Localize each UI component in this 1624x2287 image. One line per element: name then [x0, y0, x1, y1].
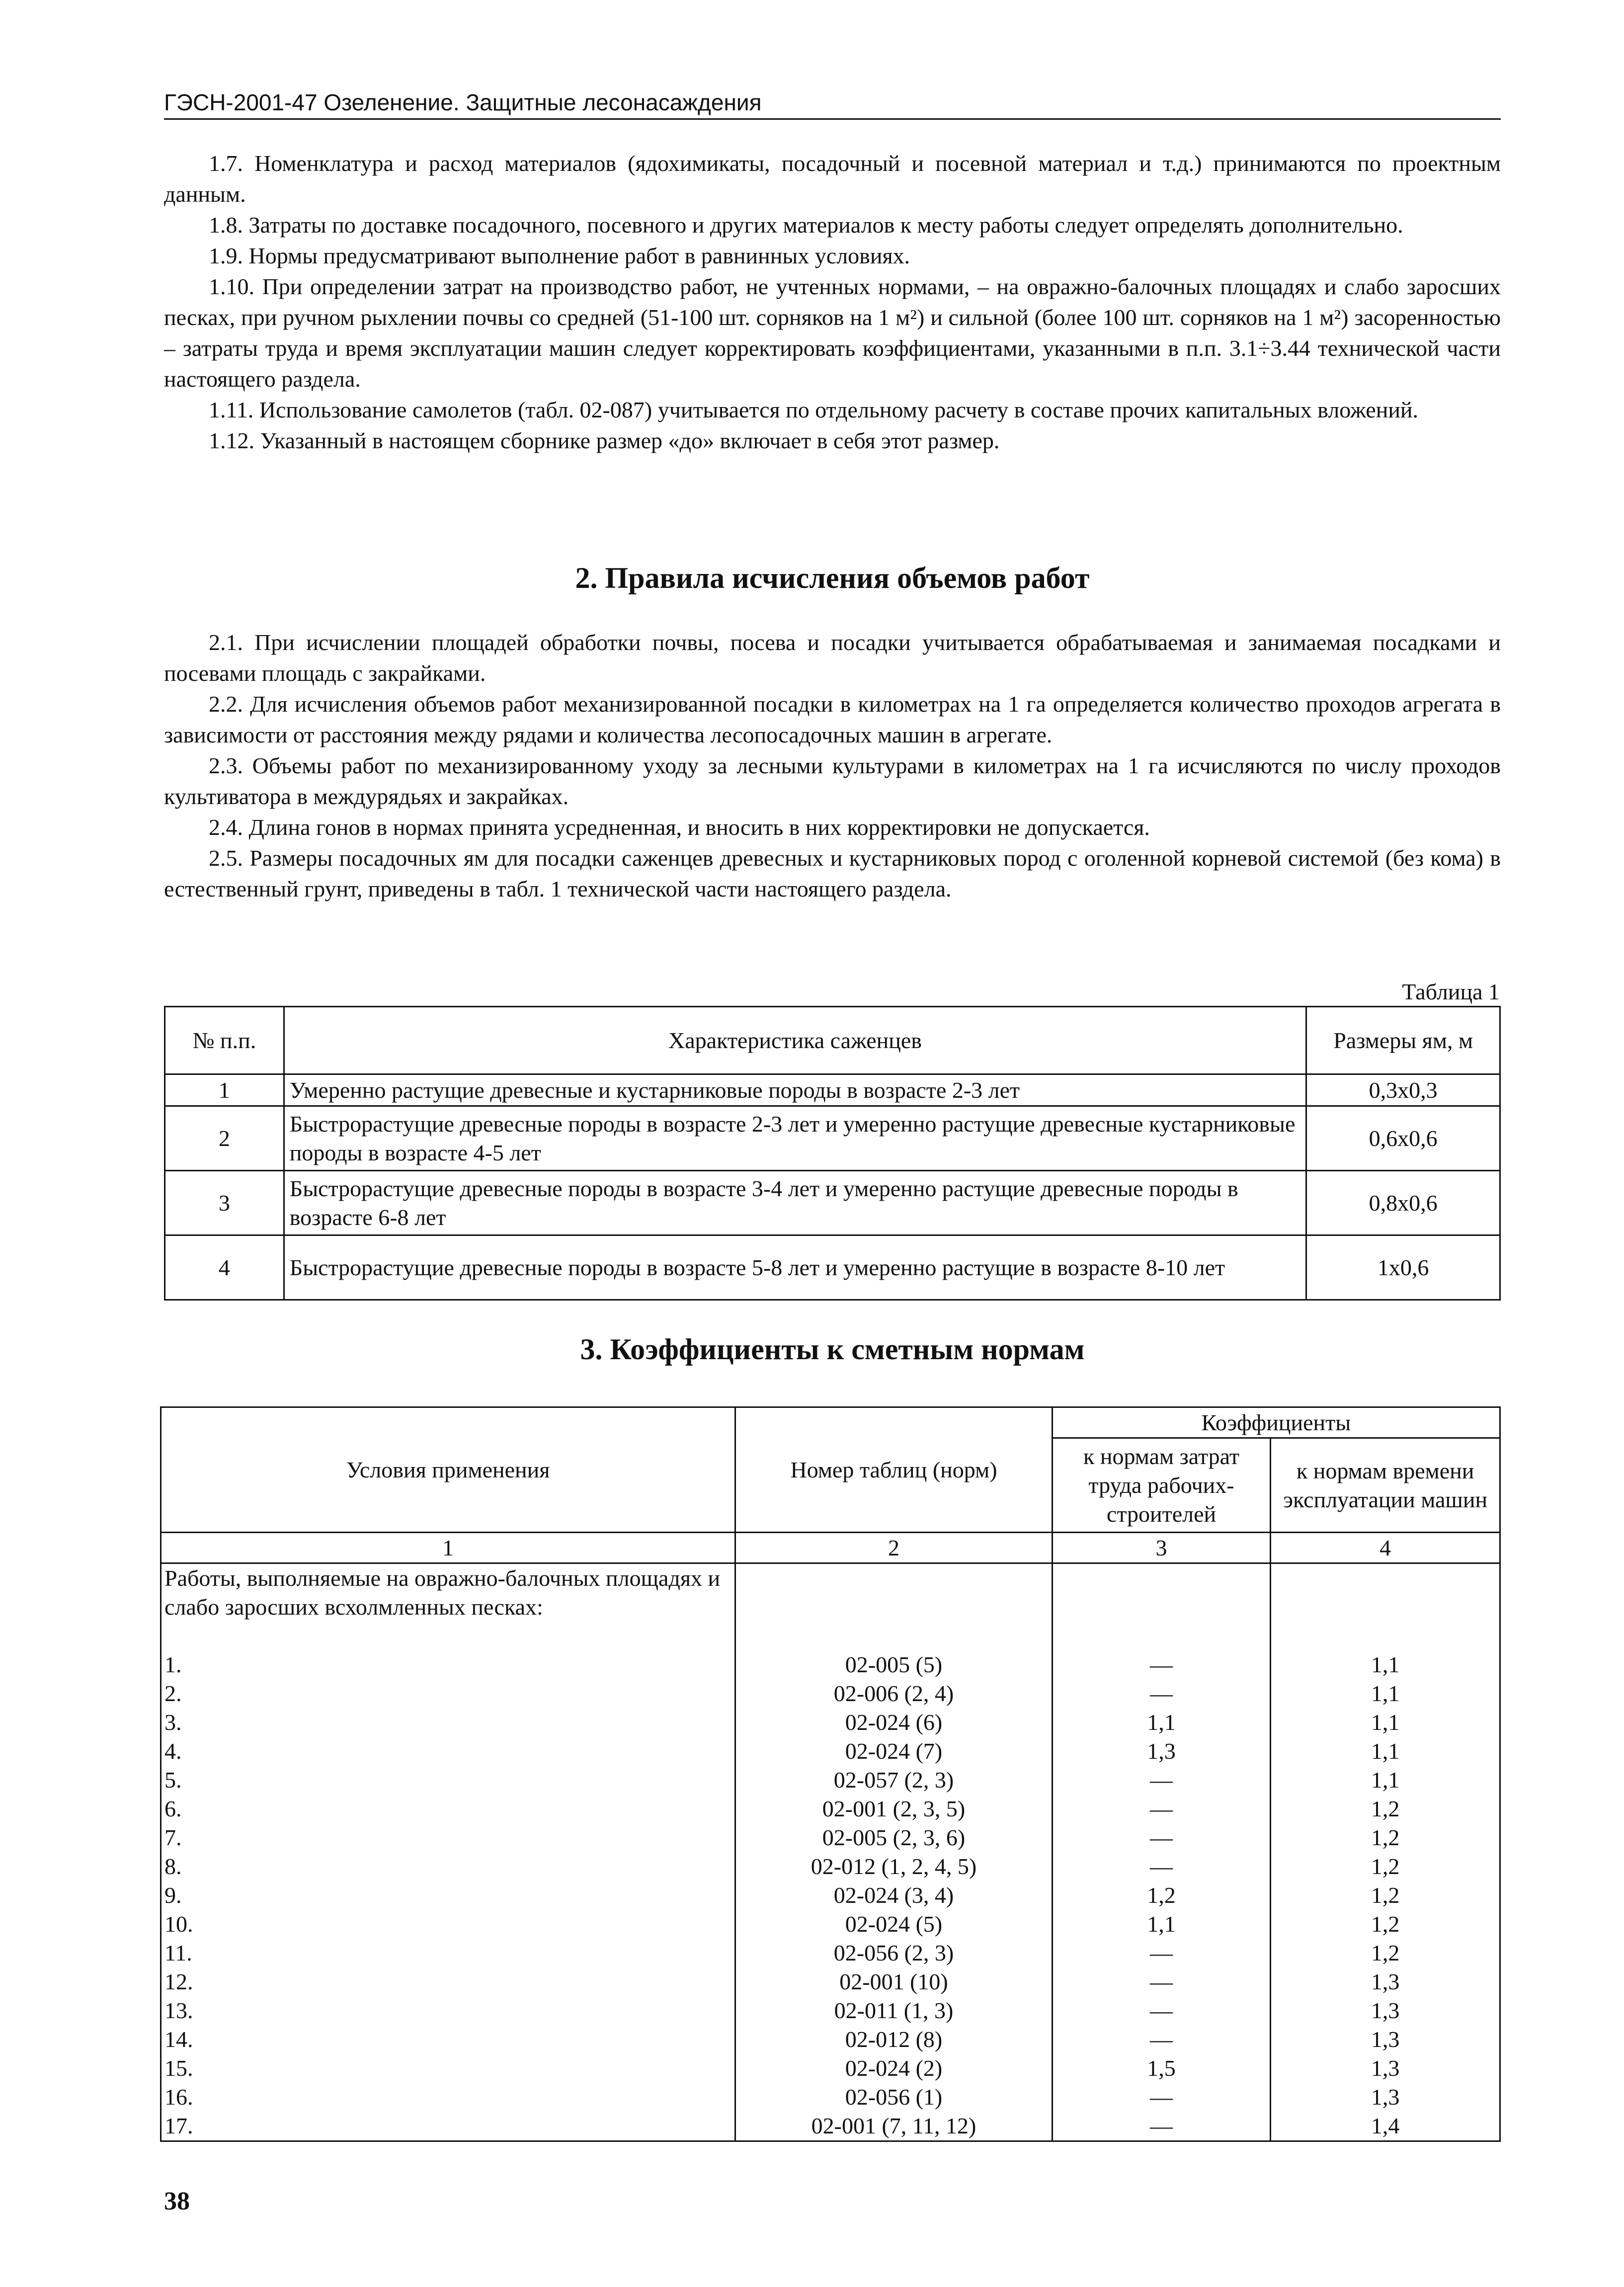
paragraph-1-8: 1.8. Затраты по доставке посадочного, посевного и других материалов к месту работы следует определять дополнительно.	[209, 212, 1403, 238]
page-number: 38	[164, 2187, 190, 2215]
labor-coef: 1,1	[1147, 1710, 1176, 1735]
paragraph-1-9: 1.9. Нормы предусматривают выполнение работ в равнинных условиях.	[209, 243, 910, 268]
table-ref: 02-006 (2, 4)	[833, 1681, 954, 1706]
row-pit-size: 0,8x0,6	[1306, 1171, 1500, 1235]
paragraph-2-5: 2.5. Размеры посадочных ям для посадки саженцев древесных и кустарниковых пород с оголенной корневой системой (без кома) в естественный грунт, приведены в табл. 1 технической части настоящего раздела.	[164, 845, 1501, 901]
row-pit-size: 0,3x0,3	[1306, 1074, 1500, 1106]
section-2-title: 2. Правила исчисления объемов работ	[575, 562, 1090, 594]
labor-coef: —	[1150, 2084, 1173, 2110]
paragraph-1-11: 1.11. Использование самолетов (табл. 02-087) учитывается по отдельному расчету в составе прочих капитальных вложений.	[209, 397, 1419, 422]
paragraph-2-1: 2.1. При исчислении площадей обработки почвы, посева и посадки учитывается обрабатываемая и занимаемая посадками и посевами площадь с закрайками.	[164, 630, 1501, 686]
table-numbers-column	[735, 1563, 1052, 2141]
column-number: 4	[1271, 1533, 1500, 1563]
list-item: 2.	[164, 1681, 182, 1706]
paragraph-2-2: 2.2. Для исчисления объемов работ механизированной посадки в километрах на 1 га определяется количество проходов агрегата в зависимости от расстояния между рядами и количества лесопосадочных машин в агрегате.	[164, 691, 1501, 747]
labor-coef: —	[1150, 1940, 1173, 1965]
row-description: Быстрорастущие древесные породы в возрасте 5-8 лет и умеренно растущие в возрасте 8-10 лет	[284, 1235, 1306, 1300]
table-ref: 02-001 (2, 3, 5)	[822, 1796, 966, 1821]
machines-coef: 1,1	[1371, 1681, 1400, 1706]
table-row	[165, 1106, 1500, 1171]
labor-coef: —	[1150, 2027, 1173, 2052]
list-item: 3.	[164, 1710, 182, 1735]
row-description: Умеренно растущие древесные и кустарниковые породы в возрасте 2-3 лет	[284, 1074, 1306, 1106]
labor-coef: —	[1150, 2113, 1173, 2138]
labor-coef: —	[1150, 1969, 1173, 1994]
labor-coef: 1,3	[1147, 1738, 1176, 1764]
machines-coef: 1,1	[1371, 1738, 1400, 1764]
table-ref: 02-056 (2, 3)	[833, 1940, 954, 1965]
list-item: 10.	[164, 1911, 193, 1937]
list-item: 9.	[164, 1882, 182, 1908]
list-item: 8.	[164, 1854, 182, 1879]
paragraph-2-3: 2.3. Объемы работ по механизированному уходу за лесными культурами в километрах на 1 га исчисляются по числу проходов культиватора в междурядьях и закрайках.	[164, 753, 1501, 809]
labor-coef: 1,5	[1147, 2055, 1176, 2081]
machines-coef: 1,4	[1371, 2113, 1400, 2138]
list-item: 14.	[164, 2027, 193, 2052]
row-pit-size: 0,6x0,6	[1306, 1106, 1500, 1171]
table-1-caption: Таблица 1	[1402, 979, 1500, 1004]
table-ref: 02-001 (7, 11, 12)	[811, 2113, 976, 2138]
table-ref: 02-056 (1)	[845, 2084, 943, 2110]
machines-coef-column	[1271, 1563, 1500, 2141]
table-ref: 02-005 (5)	[845, 1652, 943, 1677]
table-ref: 02-057 (2, 3)	[833, 1767, 954, 1793]
labor-coef: 1,2	[1147, 1882, 1176, 1908]
labor-coef: —	[1150, 1998, 1173, 2023]
row-number: 2	[165, 1106, 284, 1171]
machines-coef: 1,2	[1371, 1882, 1400, 1908]
table-row	[165, 1074, 1500, 1106]
table-1-header-size: Размеры ям, м	[1306, 1007, 1500, 1074]
column-number: 3	[1052, 1533, 1271, 1563]
list-item: 5.	[164, 1767, 182, 1793]
machines-coef: 1,3	[1371, 2084, 1400, 2110]
conditions-column	[161, 1563, 735, 2141]
table-1-header-desc: Характеристика саженцев	[284, 1007, 1306, 1074]
labor-coef: 1,1	[1147, 1911, 1176, 1937]
header-labor: к нормам затрат труда рабочих-строителей	[1052, 1438, 1271, 1533]
list-item: 17.	[164, 2113, 193, 2138]
table-ref: 02-012 (1, 2, 4, 5)	[811, 1854, 977, 1879]
machines-coef: 1,1	[1371, 1767, 1400, 1793]
row-number: 4	[165, 1235, 284, 1300]
list-item: 13.	[164, 1998, 193, 2023]
paragraph-1-12: 1.12. Указанный в настоящем сборнике размер «до» включает в себя этот размер.	[209, 428, 1000, 453]
machines-coef: 1,2	[1371, 1911, 1400, 1937]
paragraph-2-4: 2.4. Длина гонов в нормах принята усредненная, и вносить в них корректировки не допускается.	[209, 815, 1150, 840]
list-item: 1.	[164, 1652, 182, 1677]
paragraph-1-7: 1.7. Номенклатура и расход материалов (ядохимикаты, посадочный и посевной материал и т.д.) принимаются по проектным данным.	[164, 151, 1501, 207]
header-conditions: Условия применения	[161, 1407, 735, 1533]
table-ref: 02-024 (7)	[845, 1738, 943, 1764]
machines-coef: 1,1	[1371, 1652, 1400, 1677]
machines-coef: 1,1	[1371, 1710, 1400, 1735]
table-ref: 02-001 (10)	[839, 1969, 948, 1994]
list-item: 7.	[164, 1825, 182, 1850]
list-item: 4.	[164, 1738, 182, 1764]
header-coefficients: Коэффициенты	[1052, 1407, 1500, 1438]
machines-coef: 1,3	[1371, 2055, 1400, 2081]
table-row	[165, 1171, 1500, 1235]
list-item: 15.	[164, 2055, 193, 2081]
header-machines: к нормам времени эксплуатации машин	[1271, 1438, 1500, 1533]
column-number: 1	[161, 1533, 735, 1563]
labor-coef-column	[1052, 1563, 1271, 2141]
table-1	[164, 1006, 1501, 1301]
section-2-paragraphs	[164, 627, 1501, 904]
table-ref: 02-024 (6)	[845, 1710, 943, 1735]
table-row	[165, 1235, 1500, 1300]
machines-coef: 1,2	[1371, 1940, 1400, 1965]
intro-paragraphs	[164, 148, 1501, 456]
header-table-numbers: Номер таблиц (норм)	[735, 1407, 1052, 1533]
paragraph-1-10: 1.10. При определении затрат на производство работ, не учтенных нормами, – на овражно-балочных площадях и слабо заросших песках, при ручном рыхлении почвы со средней (51-100 шт. сорняков на 1 м²) и сильной (более 100 шт. сорняков на 1 м²) засоренностью – затраты труда и время эксплуатации машин следует корректировать коэффициентами, указанными в п.п. 3.1÷3.44 технической части настоящего раздела.	[164, 274, 1501, 392]
labor-coef: —	[1150, 1652, 1173, 1677]
table-1-header-num: № п.п.	[165, 1007, 284, 1074]
table-ref: 02-011 (1, 3)	[834, 1998, 954, 2023]
list-item: 12.	[164, 1969, 193, 1994]
table-ref: 02-024 (2)	[845, 2055, 943, 2081]
machines-coef: 1,3	[1371, 1998, 1400, 2023]
list-item: 16.	[164, 2084, 193, 2110]
table-ref: 02-012 (8)	[845, 2027, 943, 2052]
labor-coef: —	[1150, 1796, 1173, 1821]
row-description: Быстрорастущие древесные породы в возрасте 2-3 лет и умеренно растущие древесные кустарниковые породы в возрасте 4-5 лет	[284, 1106, 1306, 1171]
table-coefficients	[160, 1406, 1501, 2142]
group-title: Работы, выполняемые на овражно-балочных площадях и слабо заросших всхолмленных песках:	[164, 1565, 721, 1620]
row-pit-size: 1x0,6	[1306, 1235, 1500, 1300]
row-description: Быстрорастущие древесные породы в возрасте 3-4 лет и умеренно растущие древесные породы в возрасте 6-8 лет	[284, 1171, 1306, 1235]
table-ref: 02-005 (2, 3, 6)	[822, 1825, 966, 1850]
labor-coef: —	[1150, 1767, 1173, 1793]
list-item: 6.	[164, 1796, 182, 1821]
labor-coef: —	[1150, 1681, 1173, 1706]
running-header: ГЭСН-2001-47 Озеленение. Защитные лесонасаждения	[164, 88, 1501, 120]
row-number: 3	[165, 1171, 284, 1235]
machines-coef: 1,2	[1371, 1854, 1400, 1879]
labor-coef: —	[1150, 1854, 1173, 1879]
row-number: 1	[165, 1074, 284, 1106]
machines-coef: 1,2	[1371, 1825, 1400, 1850]
table-ref: 02-024 (5)	[845, 1911, 943, 1937]
machines-coef: 1,3	[1371, 1969, 1400, 1994]
labor-coef: —	[1150, 1825, 1173, 1850]
list-item: 11.	[164, 1940, 192, 1965]
machines-coef: 1,2	[1371, 1796, 1400, 1821]
section-3-title: 3. Коэффициенты к сметным нормам	[580, 1333, 1085, 1366]
machines-coef: 1,3	[1371, 2027, 1400, 2052]
table-ref: 02-024 (3, 4)	[833, 1882, 954, 1908]
column-number: 2	[735, 1533, 1052, 1563]
